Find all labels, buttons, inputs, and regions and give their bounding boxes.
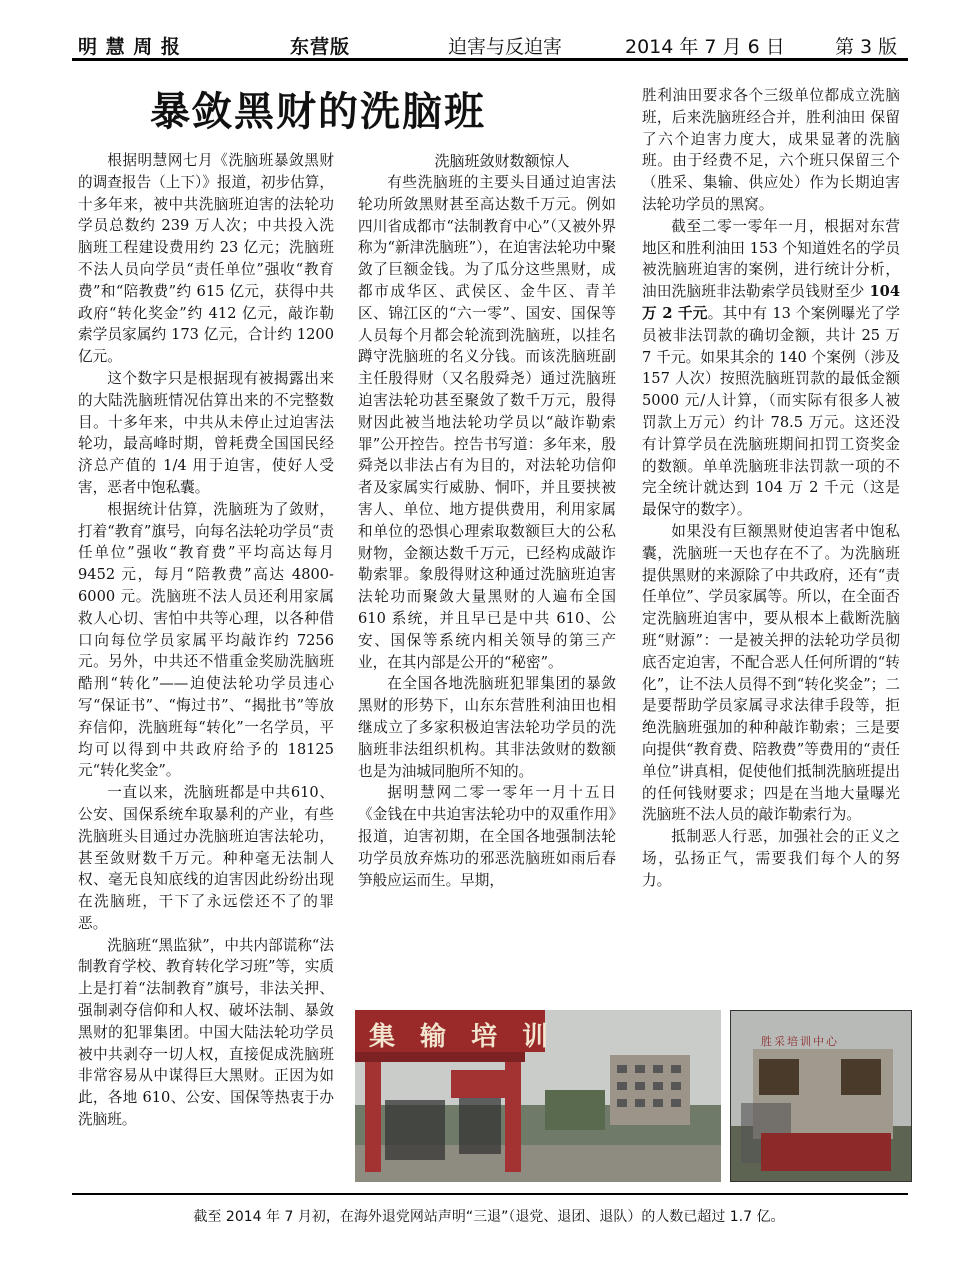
article-column-2: [358, 150, 616, 891]
highlight-amount: 104 万 2 千元: [642, 283, 900, 322]
building-sign-text: 胜采培训中心: [761, 1035, 839, 1048]
paragraph: 在全国各地洗脑班犯罪集团的暴敛黑财的形势下，山东东营胜利油田也相继成立了多家积极迫害法轮功学员的洗脑班非法组织机构。其非法敛财的数额也是为油城同胞所不知的。: [358, 675, 616, 780]
paragraph: 根据统计估算，洗脑班为了敛财，打着“教育”旗号，向每名法轮功学员“责任单位”强收“教育费”平均高达每月 9452 元，每月“陪教费”高达 4800-6000 元。洗脑班不法人员还利用家属救人心切、害怕中共等心理，以各种借口向每位学员家属平均敲诈约 7256 元。另外，中共还不惜重金奖励洗脑班酷刑“转化”——迫使法轮功学员违心写“保证书”、“悔过书”、“揭批书”等放弃信仰，洗脑班每“转化”一名学员，平均可以得到中共政府给予的 18125 元“转化奖金”。: [78, 500, 334, 780]
paragraph-text: 。其中有 13 个案例曝光了学员被非法罚款的确切金额，共计 25 万 7 千元。如果其余的 140 个案例（涉及 157 人次）按照洗脑班罚款的最低金额 5000 元/人计算，（而实际有很多人被罚款上万元）约计 78.5 万元。这还没有计算学员在洗脑班期间扣罚工资奖金的数额。单单洗脑班非法罚款一项的不完全统计就达到 104 万 2 千元（这是最保守的数字）。: [642, 304, 900, 519]
paragraph: 据明慧网二零一零年一月十五日《金钱在中共迫害法轮功中的双重作用》报道，迫害初期，在全国各地强制法轮功学员放弃炼功的邪恶洗脑班如雨后春笋般应运而生。早期，: [358, 784, 616, 889]
paragraph: 根据明慧网七月《洗脑班暴敛黑财的调查报告（上下）》报道，初步估算，十多年来，被中共洗脑班迫害的法轮功学员总数约 239 万人次；中共投入洗脑班工程建设费用约 23 亿元；洗脑班不法人员向学员“责任单位”强收“教育费”和“陪教费”约 615 亿元，获得中共政府“转化奖金”约 412 亿元，敲诈勒索学员家属约 173 亿元，合计约 1200 亿元。: [78, 152, 334, 366]
paragraph: 有些洗脑班的主要头目通过迫害法轮功所敛黑财甚至高达数千万元。例如四川省成都市“法制教育中心”（又被外界称为“新津洗脑班”），在迫害法轮功中聚敛了巨额金钱。为了瓜分这些黑财，成都市成华区、武侯区、金牛区、青羊区、锦江区的“六一零”、国安、国保等人员每个月都会轮流到洗脑班，以挂名蹲守洗脑班的名义分钱。而该洗脑班副主任殷得财（又名殷舜尧）通过洗脑班迫害法轮功甚至聚敛了数千万元，殷得财因此被当地法轮功学员以“敲诈勒索罪”公开控告。控告书写道：多年来，殷舜尧以非法占有为目的，对法轮功信仰者及家属实行威胁、恫吓，并且要挟被害人、单位、地方提供费用，利用家属和单位的恐惧心理索取数额巨大的公私财物，金额达数千万元，已经构成敲诈勒索罪。象殷得财这种通过洗脑班迫害法轮功而聚敛大量黑财的人遍布全国 610 系统，并且早已是中共 610、公安、国保等系统内相关领导的第三产业，在其内部是公开的“秘密”。: [358, 174, 616, 671]
headline: 暴敛黑财的洗脑班: [150, 88, 486, 135]
issue-date: 2014 年 7 月 6 日: [625, 36, 785, 58]
section-subhead: 洗脑班敛财数额惊人: [434, 152, 570, 170]
paragraph: 这个数字只是根据现有被揭露出来的大陆洗脑班情况估算出来的不完整数目。十多年来，中共从未停止过迫害法轮功，最高峰时期，曾耗费全国国民经济总产值的 1/4 用于迫害，使好人受害，恶者中饱私囊。: [78, 369, 334, 496]
paragraph: 胜利油田要求各个三级单位都成立洗脑班，后来洗脑班经合并，胜利油田 保留了六个迫害力度大，成果显著的洗脑班。由于经费不足，六个班只保留三个（胜采、集输、供应处）作为长期迫害法轮功学员的黑窝。: [642, 87, 900, 213]
paper-name: 明 慧 周 报: [78, 36, 181, 58]
paragraph: 洗脑班“黑监狱”，中共内部谎称“法制教育学校、教育转化学习班”等，实质上是打着“法制教育”旗号，非法关押、强制剥夺信仰和人权、破坏法制、暴敛黑财的犯罪集团。中国大陆法轮功学员被中共剥夺一切人权，直接促成洗脑班非常容易从中谋得巨大黑财。正因为如此，各地 610、公安、国保等热衷于办洗脑班。: [78, 936, 334, 1129]
footer-notice: 截至 2014 年 7 月初，在海外退党网站声明“三退”（退党、退团、退队）的人数已超过 1.7 亿。: [193, 1209, 785, 1225]
training-gate-photo: [355, 1010, 721, 1182]
paragraph: 一直以来，洗脑班都是中共610、公安、国保系统牟取暴利的产业，有些洗脑班头目通过办洗脑班迫害法轮功，甚至敛财数千万元。种种毫无法制人权、毫无良知底线的迫害因此纷纷出现在洗脑班，干下了永远偿还不了的罪恶。: [78, 784, 334, 932]
paragraph-text: 截至二零一零年一月，根据对东营地区和胜利油田 153 个知道姓名的学员被洗脑班迫害的案例，进行统计分析，油田洗脑班非法勒索学员钱财至少: [642, 217, 900, 301]
gate-sign-text: 集 输 培 训: [369, 1022, 557, 1052]
page-number: 第 3 版: [835, 36, 898, 58]
paragraph: 抵制恶人行恶，加强社会的正义之场，弘扬正气，需要我们每个人的努力。: [642, 828, 900, 889]
section-name: 迫害与反迫害: [448, 36, 563, 58]
article-column-3: [642, 85, 900, 891]
paragraph: [642, 216, 900, 521]
signboard-photo: [730, 1010, 912, 1182]
paragraph: 如果没有巨额黑财使迫害者中饱私囊，洗脑班一天也存在不了。为洗脑班提供黑财的来源除了中共政府，还有“责任单位”、学员家属等。所以，在全面否定洗脑班迫害中，要从根本上截断洗脑班“财源”：一是被关押的法轮功学员彻底否定迫害，不配合恶人任何所谓的“转化”，让不法人员得不到“转化奖金”；二是要帮助学员家属寻求法律手段等，拒绝洗脑班强加的种种敲诈勒索；三是要向提供“教育费、陪教费”等费用的“责任单位”讲真相，促使他们抵制洗脑班提出的任何钱财要求；四是在当地大量曝光洗脑班不法人员的敲诈勒索行为。: [642, 522, 900, 824]
header-rule: [72, 58, 908, 61]
edition-name: 东营版: [290, 36, 351, 58]
footer-rule: [72, 1193, 908, 1195]
article-column-1: [78, 150, 334, 1131]
